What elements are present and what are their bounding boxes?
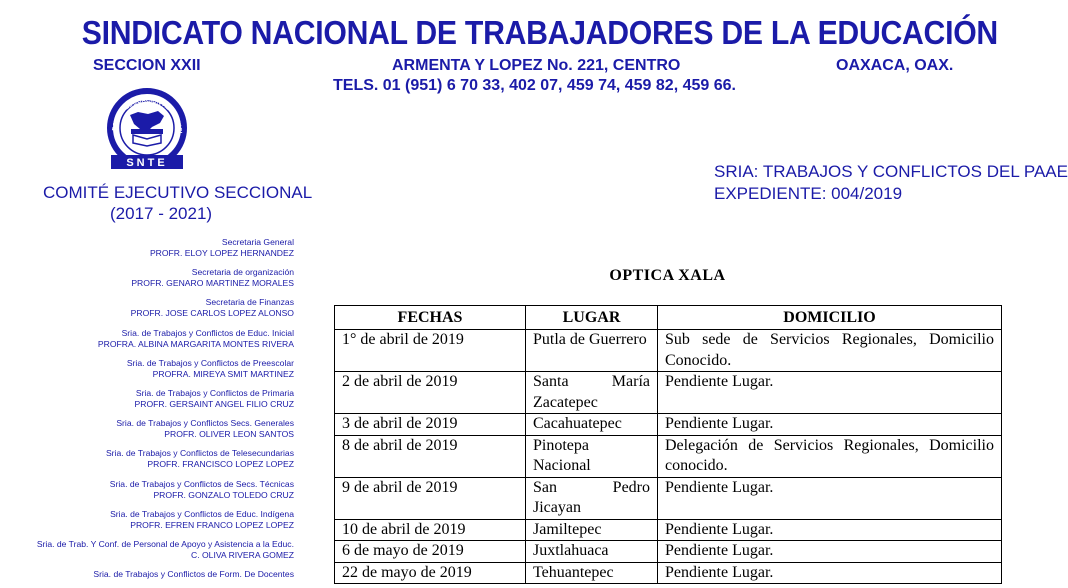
- date-cell: 10 de abril de 2019: [335, 519, 526, 541]
- address-cell: Sub sede de Servicios Regionales, Domicilio Conocido.: [658, 330, 1002, 372]
- committee-member: [24, 569, 294, 580]
- member-role: Sria. de Trabajos y Conflictos de Telesecundarias: [105, 448, 294, 459]
- logo-ring-text: POR LA EDUCACION AL SERVICI: [112, 97, 183, 134]
- committee-member: [24, 509, 294, 531]
- member-name: PROFR. GERSAINT ANGEL FILIO CRUZ: [134, 398, 294, 409]
- place-cell: San Pedro Jicayan: [526, 477, 658, 519]
- department-reference: SRIA: TRABAJOS Y CONFLICTOS DEL PAAE: [714, 162, 1068, 181]
- member-role: Sria. de Trabajos y Conflictos de Secs. Técnicas: [109, 478, 294, 489]
- committee-members-list: [24, 237, 294, 588]
- address-cell: Pendiente Lugar.: [658, 541, 1002, 563]
- address-line: ARMENTA Y LOPEZ No. 221, CENTRO: [392, 57, 681, 74]
- logo-banner-text: SNTE: [126, 157, 168, 169]
- snte-logo-emblem: [100, 83, 194, 177]
- place-cell: Jamiltepec: [526, 519, 658, 541]
- city-label: OAXACA, OAX.: [836, 57, 954, 74]
- member-role: Sria. de Trabajos y Conflictos Secs. Generales: [116, 418, 294, 429]
- table-row: [335, 562, 1002, 584]
- committee-member: [24, 539, 294, 561]
- date-cell: 9 de abril de 2019: [335, 477, 526, 519]
- date-cell: 6 de mayo de 2019: [335, 541, 526, 563]
- committee-member: [24, 237, 294, 259]
- place-cell: Cacahuatepec: [526, 414, 658, 436]
- member-name: PROFR. OLIVER LEON SANTOS: [164, 429, 294, 440]
- snte-logo: [100, 83, 194, 177]
- committee-member: [24, 358, 294, 380]
- place-cell: Putla de Guerrero: [526, 330, 658, 372]
- section-label: SECCION XXII: [93, 57, 201, 74]
- address-cell: Pendiente Lugar.: [658, 562, 1002, 584]
- committee-member: [24, 388, 294, 410]
- committee-member: [24, 479, 294, 501]
- member-role: Sria. de Trabajos y Conflictos de Preescolar: [126, 357, 294, 368]
- member-name: PROFR. GONZALO TOLEDO CRUZ: [153, 489, 294, 500]
- member-role: Sria. de Trabajos y Conflictos de Educ. Indígena: [110, 508, 294, 519]
- table-row: [335, 541, 1002, 563]
- date-cell: 3 de abril de 2019: [335, 414, 526, 436]
- table-row: [335, 372, 1002, 414]
- place-cell: Pinotepa Nacional: [526, 435, 658, 477]
- member-name: C. OLIVA RIVERA GOMEZ: [191, 549, 294, 560]
- member-name: PROFR. EFREN FRANCO LOPEZ LOPEZ: [130, 519, 294, 530]
- schedule-table: [334, 305, 1002, 584]
- address-cell: Pendiente Lugar.: [658, 477, 1002, 519]
- date-cell: 8 de abril de 2019: [335, 435, 526, 477]
- member-name: PROFR. ELOY LOPEZ HERNANDEZ: [149, 248, 294, 258]
- address-cell: Pendiente Lugar.: [658, 372, 1002, 414]
- member-role: Sria. de Trabajos y Conflictos de Form. De Docentes: [93, 569, 294, 580]
- member-role: Secretaria de organización: [191, 267, 294, 278]
- column-header-address: DOMICILIO: [658, 306, 1002, 330]
- member-role: Sria. de Trabajos y Conflictos de Primaria: [135, 387, 294, 398]
- place-cell: Tehuantepec: [526, 562, 658, 584]
- schedule-table-body: [335, 330, 1002, 584]
- member-name: PROFR. JOSE CARLOS LOPEZ ALONSO: [130, 308, 294, 319]
- date-cell: 1° de abril de 2019: [335, 330, 526, 372]
- table-row: [335, 519, 1002, 541]
- table-row: [335, 477, 1002, 519]
- column-header-place: LUGAR: [526, 306, 658, 330]
- committee-member: [24, 448, 294, 470]
- member-role: Secretaria de Finanzas: [205, 297, 294, 308]
- member-name: PROFRA. MIREYA SMIT MARTINEZ: [152, 368, 294, 379]
- member-name: PROFR. FRANCISCO LOPEZ LOPEZ: [147, 459, 294, 470]
- column-header-dates: FECHAS: [335, 306, 526, 330]
- committee-name: COMITÉ EJECUTIVO SECCIONAL: [43, 183, 313, 202]
- committee-member: [24, 297, 294, 319]
- date-cell: 22 de mayo de 2019: [335, 562, 526, 584]
- member-role: Sria. de Trab. Y Conf. de Personal de Apoyo y Asistencia a la Educ.: [36, 538, 294, 549]
- member-role: Secretaria General: [221, 237, 294, 247]
- committee-member: [24, 418, 294, 440]
- table-row: [335, 435, 1002, 477]
- date-cell: 2 de abril de 2019: [335, 372, 526, 414]
- table-header-row: [335, 306, 1002, 330]
- file-number: EXPEDIENTE: 004/2019: [714, 184, 903, 203]
- committee-member: [24, 328, 294, 350]
- committee-period: (2017 - 2021): [110, 204, 213, 223]
- member-role: Sria. de Trabajos y Conflictos de Educ. Inicial: [121, 327, 294, 338]
- address-cell: Pendiente Lugar.: [658, 414, 1002, 436]
- place-cell: Juxtlahuaca: [526, 541, 658, 563]
- member-name: PROFRA. ALBINA MARGARITA MONTES RIVERA: [97, 338, 294, 349]
- table-row: [335, 330, 1002, 372]
- address-cell: Pendiente Lugar.: [658, 519, 1002, 541]
- phone-numbers: TELS. 01 (951) 6 70 33, 402 07, 459 74, 459 82, 459 66.: [333, 77, 736, 94]
- union-title: SINDICATO NACIONAL DE TRABAJADORES DE LA EDUCACIÓN: [81, 14, 998, 51]
- address-cell: Delegación de Servicios Regionales, Domicilio conocido.: [658, 435, 1002, 477]
- schedule-heading: OPTICA XALA: [609, 267, 726, 284]
- member-name: PROFR. GENARO MARTINEZ MORALES: [131, 278, 294, 289]
- place-cell: Santa María Zacatepec: [526, 372, 658, 414]
- table-row: [335, 414, 1002, 436]
